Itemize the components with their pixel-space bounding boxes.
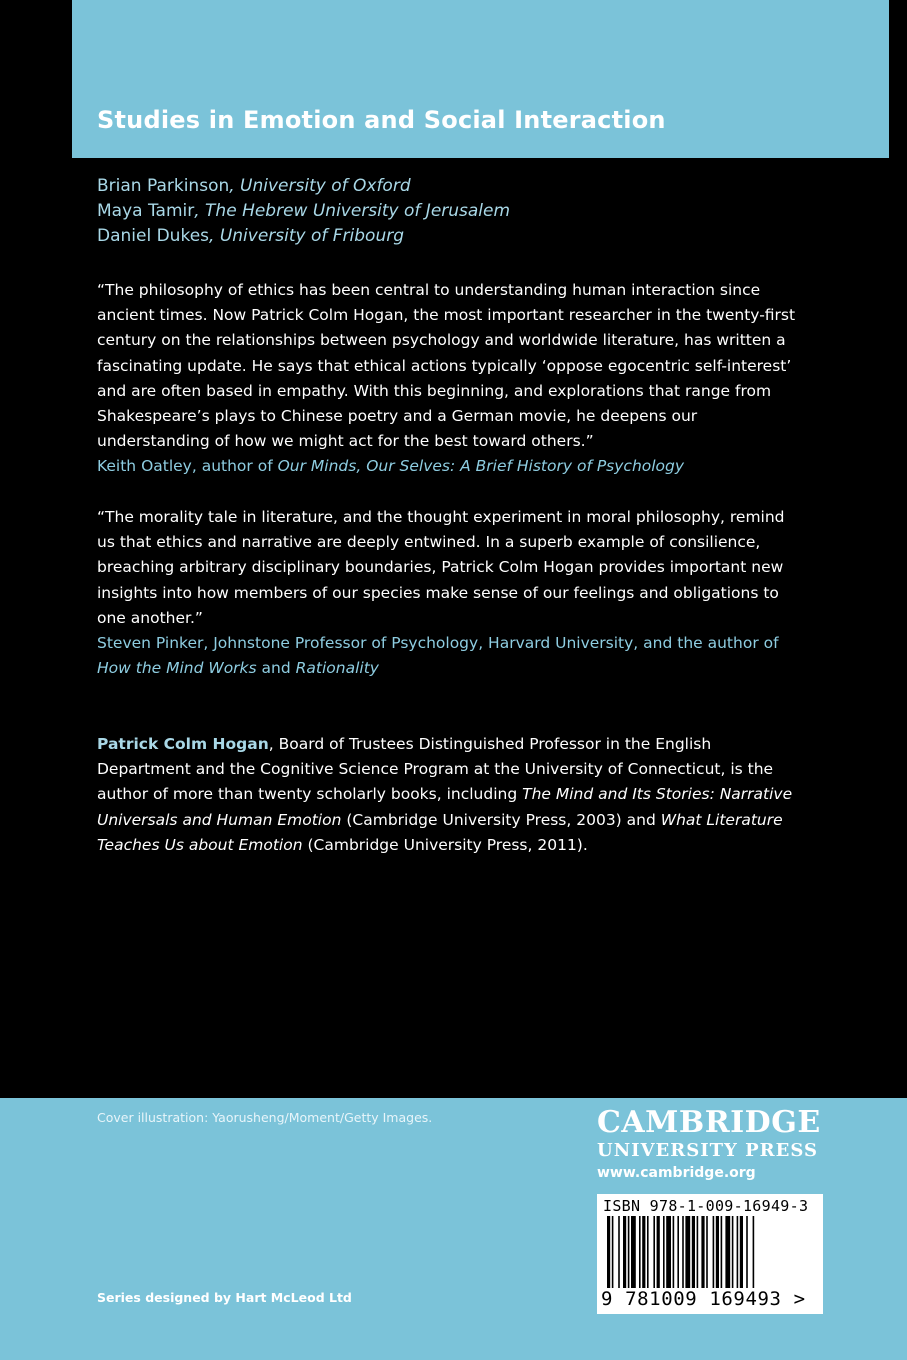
editor-name: Maya Tamir bbox=[97, 201, 195, 222]
publisher-website: www.cambridge.org bbox=[597, 1165, 756, 1181]
barcode-bar bbox=[628, 1216, 630, 1296]
barcode-bar bbox=[725, 1216, 730, 1296]
barcode-bar bbox=[737, 1216, 739, 1296]
barcode-bar bbox=[612, 1216, 614, 1296]
attribution-text: Steven Pinker, Johnstone Professor of Psychology, Harvard University, and the author of bbox=[97, 634, 779, 653]
quote-text: “The philosophy of ethics has been central to understanding human interaction since ancient times. Now Patrick Colm Hogan, the most important researcher in the twenty-first century on the relationships between psychology and worldwide literature, has written a fascinating update. He says that ethical actions typically ‘oppose egocentric self-interest’ and are often based in empathy. With this beginning, and explorations that range from Shakespeare’s plays to Chinese poetry and a German movie, he deepens our understanding of how we might act for the best toward others.” bbox=[97, 281, 796, 451]
barcode bbox=[597, 1194, 823, 1314]
bio-work-2: What Literature Teaches Us about Emotion bbox=[97, 810, 783, 854]
attribution-work-2: Rationality bbox=[295, 659, 379, 678]
barcode-bar bbox=[716, 1216, 719, 1296]
bio-text: (Cambridge University Press, 2003) and bbox=[341, 810, 661, 829]
editor-affiliation: , University of Fribourg bbox=[209, 226, 405, 247]
series-designer: Series designed by Hart McLeod Ltd bbox=[97, 1290, 352, 1305]
bio-work-1: The Mind and Its Stories: Narrative Universals and Human Emotion bbox=[97, 785, 793, 829]
barcode-bar bbox=[677, 1216, 679, 1296]
author-name: Patrick Colm Hogan bbox=[97, 735, 269, 753]
endorsement-quote-oatley bbox=[97, 278, 797, 480]
attribution-work: How the Mind Works bbox=[97, 659, 257, 678]
barcode-bar bbox=[607, 1216, 610, 1296]
endorsement-quote-pinker bbox=[97, 505, 797, 681]
barcode-bar bbox=[753, 1216, 755, 1296]
barcode-bar bbox=[666, 1216, 671, 1296]
quote-attribution bbox=[97, 457, 684, 475]
barcode-number: 9 781009 169493 > bbox=[601, 1288, 806, 1310]
barcode-bar bbox=[631, 1216, 636, 1296]
barcode-bar bbox=[653, 1216, 655, 1296]
barcode-bar bbox=[740, 1216, 743, 1296]
barcode-bar bbox=[697, 1216, 699, 1296]
barcode-bar bbox=[647, 1216, 649, 1296]
barcode-bar bbox=[701, 1216, 704, 1296]
series-header-band bbox=[72, 0, 889, 158]
editor-name: Brian Parkinson bbox=[97, 176, 230, 196]
barcode-bar bbox=[673, 1216, 675, 1296]
barcode-bar bbox=[685, 1216, 690, 1296]
bio-text: (Cambridge University Press, 2011). bbox=[302, 835, 588, 854]
barcode-bar bbox=[706, 1216, 708, 1296]
barcode-bar bbox=[713, 1216, 715, 1296]
barcode-bar bbox=[692, 1216, 695, 1296]
publisher-logo bbox=[597, 1106, 827, 1184]
editor-line bbox=[97, 174, 510, 199]
barcode-bar bbox=[657, 1216, 660, 1296]
editor-affiliation: , University of Oxford bbox=[229, 176, 411, 196]
attribution-work: Our Minds, Our Selves: A Brief History of Psychology bbox=[277, 457, 685, 476]
series-title: Studies in Emotion and Social Interaction bbox=[97, 106, 666, 134]
barcode-bar bbox=[663, 1216, 665, 1296]
barcode-bars bbox=[607, 1216, 813, 1296]
barcode-bar bbox=[639, 1216, 641, 1296]
barcode-bar bbox=[623, 1216, 626, 1296]
attribution-text: Keith Oatley, author of bbox=[97, 457, 278, 476]
isbn-label: ISBN 978-1-009-16949-3 bbox=[603, 1197, 809, 1215]
quote-text: “The morality tale in literature, and the thought experiment in moral philosophy, remind us that ethics and narrative are deeply entwined. In a superb example of consilience, breaching arbitrary disciplinary boundaries, Patrick Colm Hogan provides important new insights into how members of our species make sense of our feelings and obligations to one another.” bbox=[97, 508, 785, 627]
series-editors bbox=[97, 174, 510, 250]
editor-name: Daniel Dukes bbox=[97, 226, 210, 247]
publisher-name: CAMBRIDGE bbox=[597, 1105, 821, 1140]
publisher-subname: UNIVERSITY PRESS bbox=[597, 1140, 818, 1161]
editor-line bbox=[97, 224, 510, 249]
author-bio bbox=[97, 732, 797, 858]
barcode-bar bbox=[746, 1216, 748, 1296]
quote-attribution bbox=[97, 634, 779, 677]
barcode-bar bbox=[618, 1216, 620, 1296]
editor-affiliation: , The Hebrew University of Jerusalem bbox=[194, 201, 511, 222]
barcode-bar bbox=[682, 1216, 684, 1296]
attribution-joiner: and bbox=[256, 659, 296, 678]
bio-text: , Board of Trustees Distinguished Professor in the English Department and the Cognitive Science Program at the University of Connecticut, is the author of more than twenty scholarly books, including bbox=[97, 735, 774, 804]
cover-credit: Cover illustration: Yaorusheng/Moment/Getty Images. bbox=[97, 1110, 433, 1125]
editor-line bbox=[97, 199, 510, 224]
barcode-bar bbox=[721, 1216, 723, 1296]
barcode-bar bbox=[732, 1216, 734, 1296]
barcode-bar bbox=[642, 1216, 645, 1296]
